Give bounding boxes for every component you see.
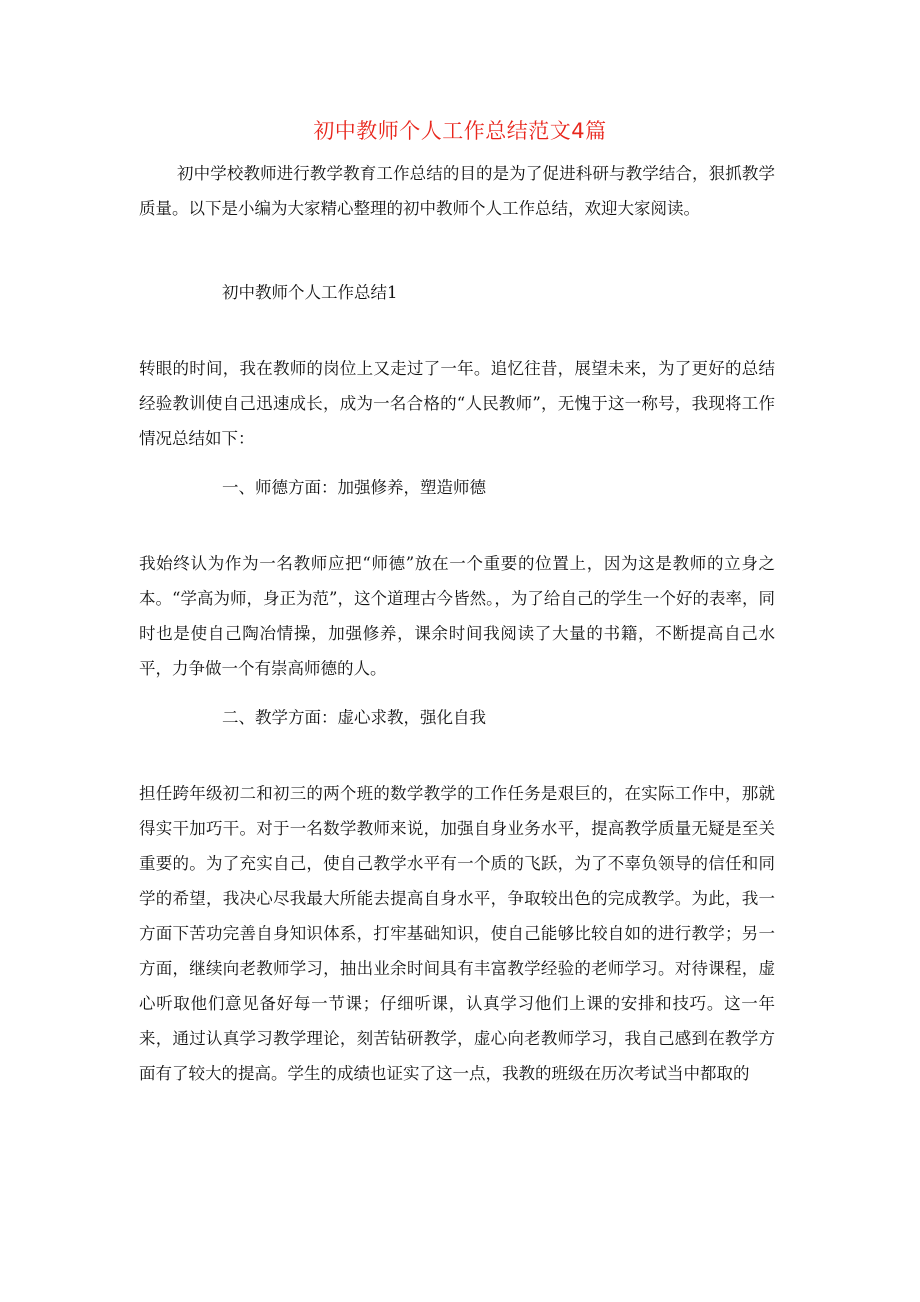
paragraph-1: 转眼的时间，我在教师的岗位上又走过了一年。追忆往昔，展望未来，为了更好的总结经验教训使自己迅速成长，成为一名合格的“人民教师”，无愧于这一称号，我现将工作情况总结如下：	[139, 359, 775, 448]
section-2-heading: 二、教学方面：虚心求教，强化自我	[222, 708, 486, 727]
paragraph-2: 我始终认为作为一名教师应把“师德”放在一个重要的位置上，因为这是教师的立身之本。“学高为师，身正为范”，这个道理古今皆然。，为了给自己的学生一个好的表率，同时也是使自己陶冶情操，加强修养，课余时间我阅读了大量的书籍，不断提高自己水平，力争做一个有崇高师德的人。	[139, 554, 775, 678]
intro-paragraph: 初中学校教师进行教学教育工作总结的目的是为了促进科研与教学结合，狠抓教学质量。以下是小编为大家精心整理的初中教师个人工作总结，欢迎大家阅读。	[139, 164, 775, 218]
paragraph-3: 担任跨年级初二和初三的两个班的数学教学的工作任务是艰巨的，在实际工作中，那就得实干加巧干。对于一名数学教师来说，加强自身业务水平，提高教学质量无疑是至关重要的。为了充实自己，使自己教学水平有一个质的飞跃，为了不辜负领导的信任和同学的希望，我决心尽我最大所能去提高自身水平，争取较出色的完成教学。为此，我一方面下苦功完善自身知识体系，打牢基础知识，使自己能够比较自如的进行教学；另一方面，继续向老教师学习，抽出业余时间具有丰富教学经验的老师学习。对待课程，虚心听取他们意见备好每一节课；仔细听课，认真学习他们上课的安排和技巧。这一年来，通过认真学习教学理论，刻苦钻研教学，虚心向老教师学习，我自己感到在教学方面有了较大的提高。学生的成绩也证实了这一点，我教的班级在历次考试当中都取的	[139, 784, 775, 1083]
document-title: 初中教师个人工作总结范文4篇	[313, 119, 607, 143]
subtitle-summary-1: 初中教师个人工作总结1	[222, 283, 398, 302]
section-1-heading: 一、师德方面：加强修养，塑造师德	[222, 478, 486, 497]
